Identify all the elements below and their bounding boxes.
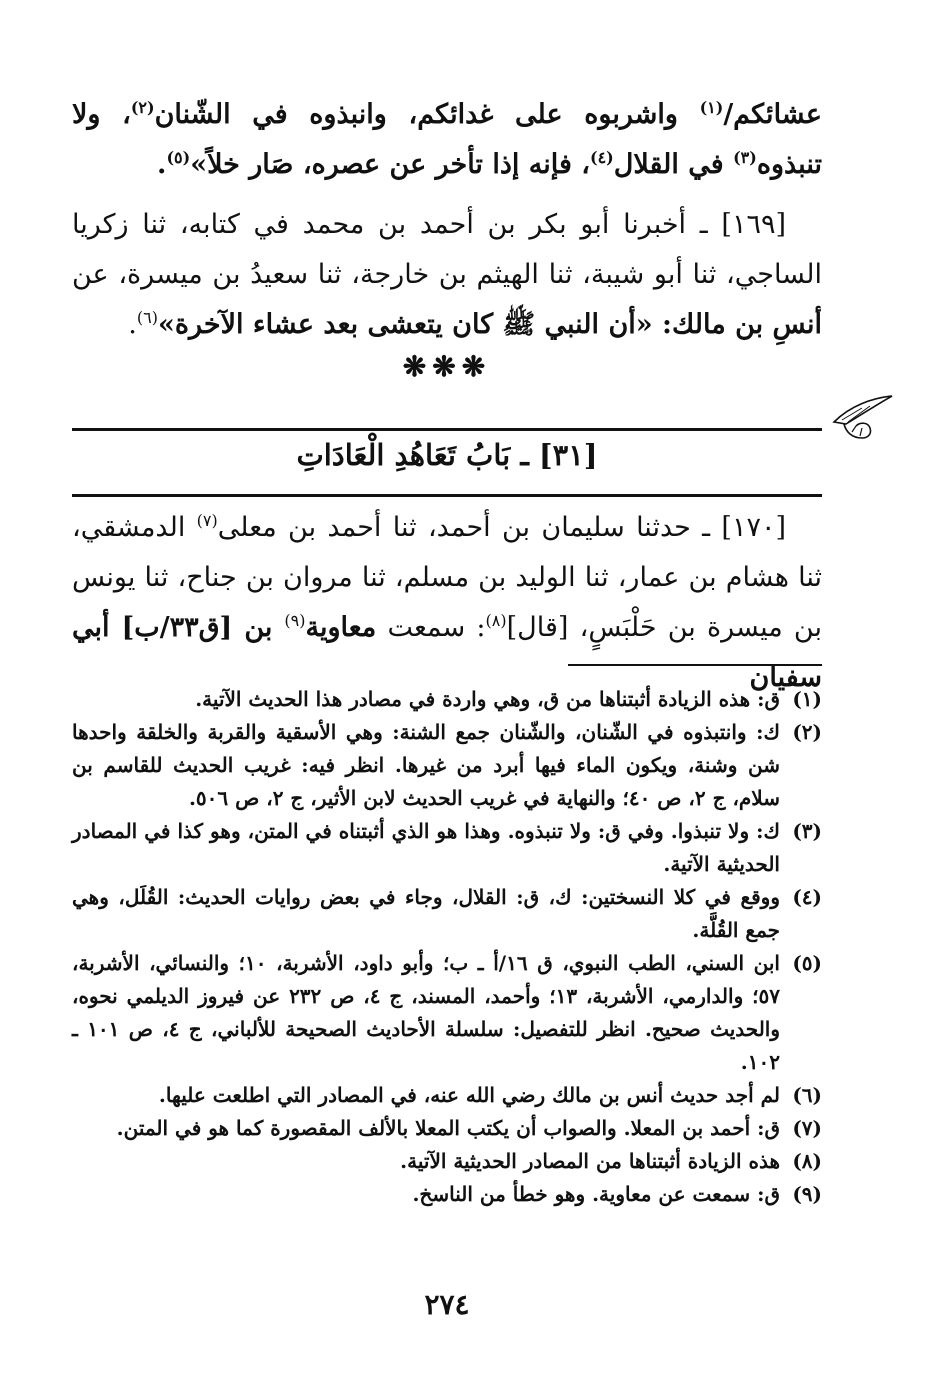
footnote-text: ابن السني، الطب النبوي، ق ١٦/أ ـ ب؛ وأبو داود، الأشربة، ١٠؛ والنسائي، الأشربة، ٥٧؛ والدارمي، الأشربة، ١٣؛ وأحمد، المسند، ج ٤، ص ٢٣٢ عن فيروز الديلمي نحوه، والحديث صحيح. انظر للتفصيل: سلسلة الأحاديث الصحيحة للألباني، ج ٤، ص ١٠١ ـ ١٠٢. bbox=[72, 951, 780, 1074]
book-page bbox=[72, 0, 822, 1397]
footnote bbox=[72, 1145, 822, 1178]
footnote-ref[interactable]: (٢) bbox=[130, 98, 155, 117]
hadith-matn: أنسِ بن مالك: «أن النبي ﷺ كان يتعشى بعد عشاء الآخرة» bbox=[157, 309, 822, 340]
text: عشائكم/ bbox=[723, 99, 822, 130]
page-number: ٢٧٤ bbox=[424, 1288, 470, 1321]
footnote bbox=[72, 1112, 822, 1145]
footnote-text: ك: ولا تنبذوا. وفي ق: ولا تنبذوه. وهذا هو الذي أثبتناه في المتن، وهو كذا في المصادر الحديثية الآتية. bbox=[72, 819, 780, 876]
footnote-text: هذه الزيادة أثبتناها من المصادر الحديثية الآتية. bbox=[400, 1149, 780, 1173]
footnote-number: (٦) bbox=[792, 1083, 822, 1107]
quill-hand-icon bbox=[832, 392, 894, 442]
text: [١٦٩] ـ أخبرنا أبو بكر بن أحمد بن محمد في كتابه، ثنا زكريا الساجي، ثنا أبو شيبة، ثنا الهيثم بن خارجة، ثنا سعيدُ بن ميسرة، عن bbox=[72, 209, 822, 290]
text: في القلال bbox=[613, 149, 734, 180]
footnote-ref[interactable]: (٣) bbox=[733, 148, 757, 167]
footnote-separator bbox=[568, 664, 822, 666]
footnote-text: لم أجد حديث أنس بن مالك رضي الله عنه، في المصادر التي اطلعت عليها. bbox=[158, 1083, 780, 1107]
footnotes bbox=[72, 683, 822, 1211]
text: . bbox=[128, 309, 137, 340]
footnote bbox=[72, 1178, 822, 1211]
section-heading: [٣١] ـ بَابُ تَعَاهُدِ الْعَادَاتِ bbox=[296, 438, 598, 472]
footnote bbox=[72, 815, 822, 881]
footnote-ref[interactable]: (٥) bbox=[166, 148, 191, 167]
hadith-170 bbox=[72, 503, 822, 703]
footnote-number: (٣) bbox=[792, 819, 822, 843]
footnote-number: (٩) bbox=[792, 1182, 822, 1206]
footnote-ref[interactable]: (١) bbox=[699, 98, 724, 117]
hadith-continuation bbox=[72, 90, 822, 190]
hadith-169 bbox=[72, 200, 822, 350]
footnote bbox=[72, 947, 822, 1079]
footnote-ref[interactable]: (٧) bbox=[196, 511, 218, 530]
footnote-number: (٥) bbox=[792, 951, 822, 975]
text: ، ولا تنبذوه bbox=[72, 99, 822, 180]
footnote-ref[interactable]: (٨) bbox=[485, 611, 507, 630]
footnote bbox=[72, 683, 822, 716]
text: ، فإنه إذا تأخر عن عصره، صَار خلاً» bbox=[190, 149, 590, 180]
text: . bbox=[157, 149, 167, 180]
footnote-text: ق: أحمد بن المعلا. والصواب أن يكتب المعلا بالألف المقصورة كما هو في المتن. bbox=[116, 1116, 780, 1140]
footnote-number: (٨) bbox=[792, 1149, 822, 1173]
text: [١٧٠] ـ حدثنا سليمان بن أحمد، ثنا أحمد بن معلى bbox=[217, 512, 786, 543]
footnote-text: ق: سمعت عن معاوية. وهو خطأ من الناسخ. bbox=[412, 1182, 780, 1206]
narrator-name: بن [ق٣٣/ب] أبي سفيان bbox=[72, 612, 822, 693]
narrator-name: معاوية bbox=[305, 612, 377, 643]
text: : سمعت bbox=[376, 612, 486, 643]
heading-bottom-rule bbox=[72, 494, 822, 497]
footnote-number: (٢) bbox=[792, 720, 822, 744]
footnote bbox=[72, 716, 822, 815]
footnote-number: (٧) bbox=[792, 1116, 822, 1140]
footnote-ref[interactable]: (٦) bbox=[136, 308, 158, 327]
footnote-ref[interactable]: (٩) bbox=[284, 611, 306, 630]
footnote bbox=[72, 881, 822, 947]
heading-top-rule bbox=[72, 428, 822, 431]
footnote-text: ك: وانتبذوه في الشّنان، والشّنان جمع الشنة: وهي الأسقية والقربة والخلقة واحدها شن وشنة، ويكون الماء فيها أبرد من غيرها. انظر فيه: غريب الحديث للقاسم بن سلام، ج ٢، ص ٤٠؛ والنهاية في غريب الحديث لابن الأثير، ج ٢، ص ٥٠٦. bbox=[72, 720, 780, 810]
footnote-number: (١) bbox=[792, 687, 822, 711]
footnote-text: ق: هذه الزيادة أثبتناها من ق، وهي واردة في مصادر هذا الحديث الآتية. bbox=[195, 687, 780, 711]
footnote-text: ووقع في كلا النسختين: ك، ق: القلال، وجاء في بعض روايات الحديث: القُلَل، وهي جمع القُلَّة. bbox=[72, 885, 780, 942]
footnote-ref[interactable]: (٤) bbox=[590, 148, 614, 167]
footnote bbox=[72, 1079, 822, 1112]
footnote-number: (٤) bbox=[792, 885, 822, 909]
text: واشربوه على غدائكم، وانبذوه في الشّنان bbox=[154, 99, 700, 130]
section-separator-stars: ❋❋❋ bbox=[402, 350, 492, 383]
text: الدمشقي، ثنا هشام بن عمار، ثنا الوليد بن مسلم، ثنا مروان بن جناح، ثنا يونس بن ميسرة بن حَلْبَسٍ، [قال] bbox=[72, 512, 822, 643]
